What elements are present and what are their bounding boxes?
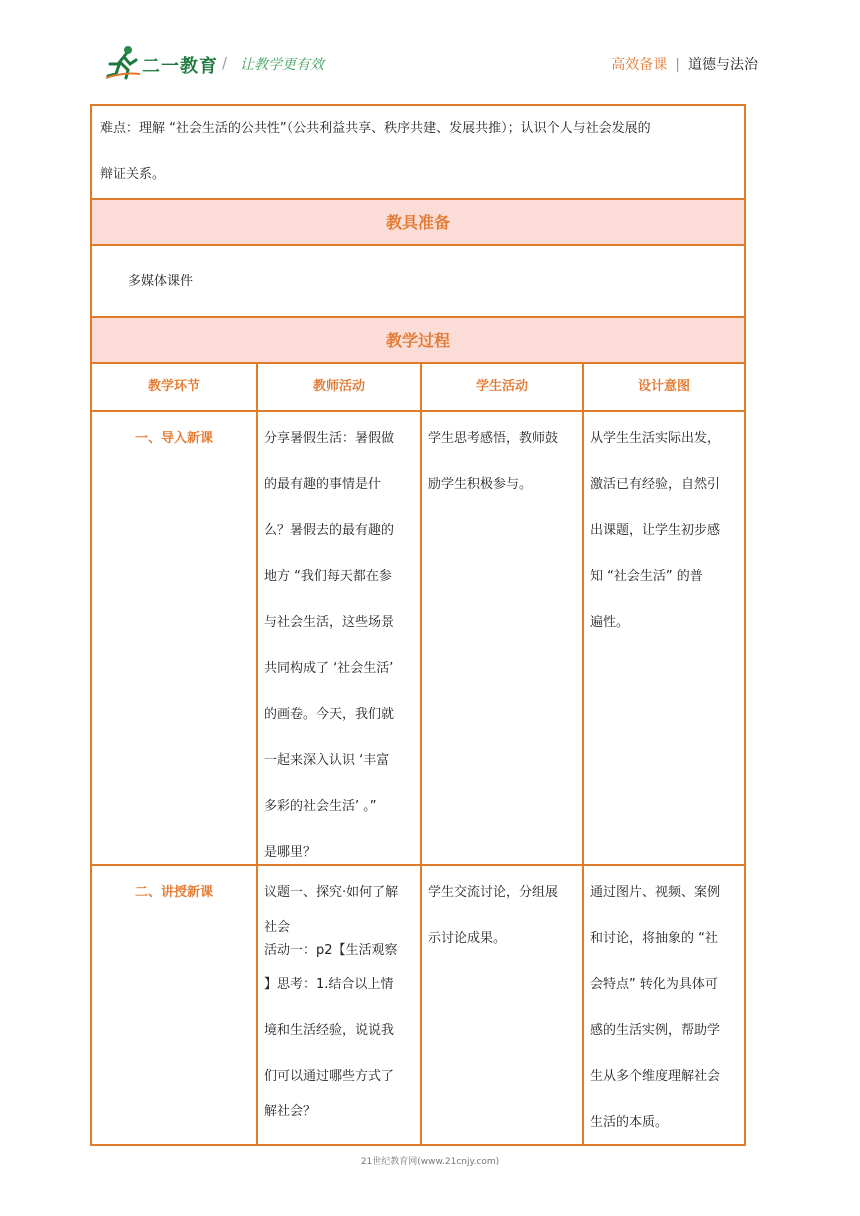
slogan: 让教学更有效 [240, 57, 324, 73]
lesson-table [90, 104, 746, 1146]
header-separator: | [675, 57, 680, 73]
table-row [90, 412, 746, 866]
teacher-line: 议题一、探究·如何了解 [264, 885, 399, 900]
teacher-line: 们可以通过哪些方式了 [264, 1069, 395, 1084]
column-header-stage: 教学环节 [147, 379, 200, 394]
difficulty-line-2: 辩证关系。 [100, 167, 166, 182]
header-right [611, 54, 758, 74]
header-subject-label: 道德与法治 [688, 57, 758, 73]
teacher-line: 一起来深入认识 ‘丰富 [264, 753, 390, 768]
teacher-line: 解社会？ [264, 1104, 317, 1119]
process-header-row [90, 364, 746, 412]
difficulty-row [90, 104, 746, 200]
teacher-activity-cell [256, 412, 420, 864]
intent-line: 通过图片、视频、案例 [590, 885, 721, 900]
difficulty-line-1: 难点：理解 “社会生活的公共性”（公共利益共享、秩序共建、发展共推）；认识个人与社会发展的 [100, 121, 651, 136]
intent-line: 遍性。 [590, 615, 630, 630]
slogan-divider: / [222, 54, 228, 72]
intent-line: 感的生活实例，帮助学 [590, 1023, 721, 1038]
teacher-line: 的最有趣的事情是什 [264, 477, 382, 492]
column-header-intent: 设计意图 [582, 364, 744, 410]
student-line: 学生交流讨论，分组展 [428, 885, 559, 900]
student-activity-cell [420, 412, 582, 864]
header-primary-label: 高效备课 [611, 57, 668, 73]
intent-line: 出课题，让学生初步感 [590, 523, 721, 538]
runner-logo-icon [104, 44, 142, 80]
teacher-line: 社会 [264, 920, 291, 935]
logo-text: 二一教育 [142, 56, 218, 77]
intent-line: 知 “社会生活” 的普 [590, 569, 703, 584]
teacher-line: 是哪里？ [264, 845, 317, 860]
teacher-line: 地方 “我们每天都在参 [264, 569, 392, 584]
tools-title: 教具准备 [90, 200, 746, 246]
intent-line: 会特点” 转化为具体可 [590, 977, 718, 992]
intent-line: 从学生生活实际出发， [590, 431, 721, 446]
intent-line: 生从多个维度理解社会 [590, 1069, 721, 1084]
column-header-student: 学生活动 [420, 364, 582, 410]
intent-line: 激活已有经验，自然引 [590, 477, 721, 492]
page-header [0, 0, 860, 90]
teacher-line: 活动一：p2【生活观察 [264, 943, 398, 958]
page-footer: 21世纪教育网(www.21cnjy.com) [360, 1157, 500, 1167]
teacher-activity-cell [256, 866, 420, 1144]
design-intent-cell [582, 412, 744, 864]
design-intent-cell [582, 866, 744, 1144]
student-activity-cell [420, 866, 582, 1144]
student-line: 示讨论成果。 [428, 931, 507, 946]
table-row [90, 866, 746, 1146]
tools-content: 多媒体课件 [90, 246, 746, 318]
stage-cell: 一、导入新课 [134, 431, 213, 446]
column-header-teacher: 教师活动 [256, 364, 420, 410]
stage-cell: 二、讲授新课 [134, 885, 213, 900]
student-line: 学生思考感悟，教师鼓 [428, 431, 559, 446]
student-line: 励学生积极参与。 [428, 477, 533, 492]
teacher-line: 境和生活经验，说说我 [264, 1023, 395, 1038]
teacher-line: 么？暑假去的最有趣的 [264, 523, 395, 538]
teacher-line: 共同构成了 ‘社会生活’ [264, 661, 394, 676]
teacher-line: 多彩的社会生活’ 。” [264, 799, 377, 814]
process-title: 教学过程 [90, 318, 746, 364]
intent-line: 和讨论，将抽象的 “社 [590, 931, 718, 946]
teacher-line: 与社会生活，这些场景 [264, 615, 395, 630]
teacher-line: 分享暑假生活：暑假做 [264, 431, 395, 446]
teacher-line: 的画卷。今天，我们就 [264, 707, 395, 722]
intent-line: 生活的本质。 [590, 1115, 669, 1130]
teacher-line: 】思考：1.结合以上情 [264, 977, 394, 992]
